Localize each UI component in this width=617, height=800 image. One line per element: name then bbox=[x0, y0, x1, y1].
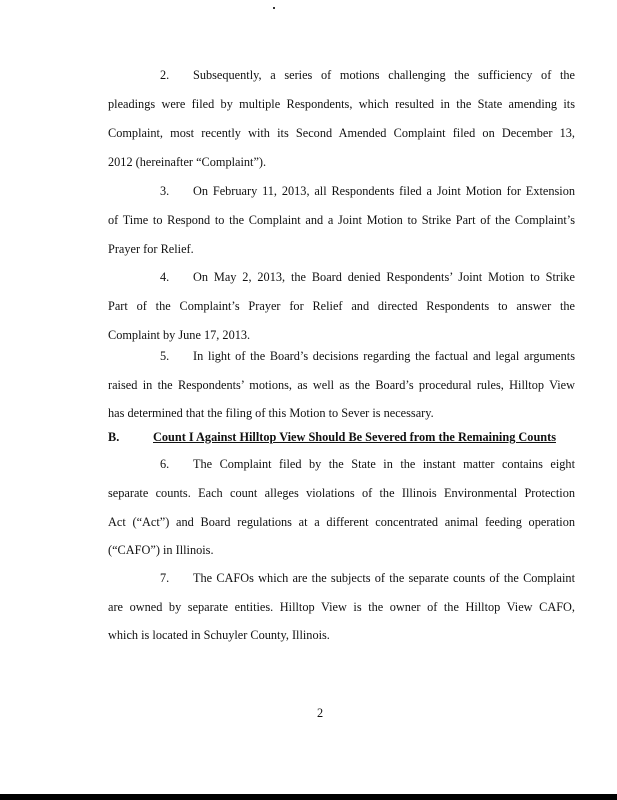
paragraph-number: 6. bbox=[160, 457, 170, 471]
paragraph-line: pleadings were filed by multiple Respondents, which resulted in the State amending its bbox=[108, 97, 575, 111]
section-heading: Count I Against Hilltop View Should Be Severed from the Remaining Counts bbox=[153, 430, 556, 444]
paragraph-line: which is located in Schuyler County, Illinois. bbox=[108, 628, 330, 642]
paragraph-line: In light of the Board’s decisions regarding the factual and legal arguments bbox=[193, 349, 575, 363]
paragraph-line: Prayer for Relief. bbox=[108, 242, 194, 256]
paragraph-line: of Time to Respond to the Complaint and a Joint Motion to Strike Part of the Complaint’s bbox=[108, 213, 575, 227]
paragraph-number: 7. bbox=[160, 571, 170, 585]
scan-speck bbox=[273, 7, 275, 9]
paragraph-line: On February 11, 2013, all Respondents filed a Joint Motion for Extension bbox=[193, 184, 575, 198]
paragraph-line: The CAFOs which are the subjects of the separate counts of the Complaint bbox=[193, 571, 575, 585]
paragraph-line: On May 2, 2013, the Board denied Respondents’ Joint Motion to Strike bbox=[193, 270, 575, 284]
paragraph-number: 3. bbox=[160, 184, 170, 198]
paragraph-line: separate counts. Each count alleges violations of the Illinois Environmental Protection bbox=[108, 486, 575, 500]
section-letter: B. bbox=[108, 430, 120, 444]
paragraph-number: 4. bbox=[160, 270, 170, 284]
paragraph-number: 2. bbox=[160, 68, 170, 82]
paragraph-line: Act (“Act”) and Board regulations at a different concentrated animal feeding operation bbox=[108, 515, 575, 529]
page-number: 2 bbox=[317, 706, 324, 720]
paragraph-line: Subsequently, a series of motions challenging the sufficiency of the bbox=[193, 68, 575, 82]
paragraph-line: has determined that the filing of this Motion to Sever is necessary. bbox=[108, 406, 434, 420]
paragraph-line: Complaint by June 17, 2013. bbox=[108, 328, 251, 342]
scan-border bbox=[0, 794, 617, 800]
paragraph-number: 5. bbox=[160, 349, 170, 363]
paragraph-line: The Complaint filed by the State in the instant matter contains eight bbox=[193, 457, 575, 471]
paragraph-line: Part of the Complaint’s Prayer for Relief and directed Respondents to answer the bbox=[108, 299, 575, 313]
paragraph-line: raised in the Respondents’ motions, as well as the Board’s procedural rules, Hilltop View bbox=[108, 378, 575, 392]
paragraph-line: are owned by separate entities. Hilltop View is the owner of the Hilltop View CAFO, bbox=[108, 600, 575, 614]
paragraph-line: Complaint, most recently with its Second Amended Complaint filed on December 13, bbox=[108, 126, 575, 140]
paragraph-line: (“CAFO”) in Illinois. bbox=[108, 543, 214, 557]
paragraph-line: 2012 (hereinafter “Complaint”). bbox=[108, 155, 267, 169]
